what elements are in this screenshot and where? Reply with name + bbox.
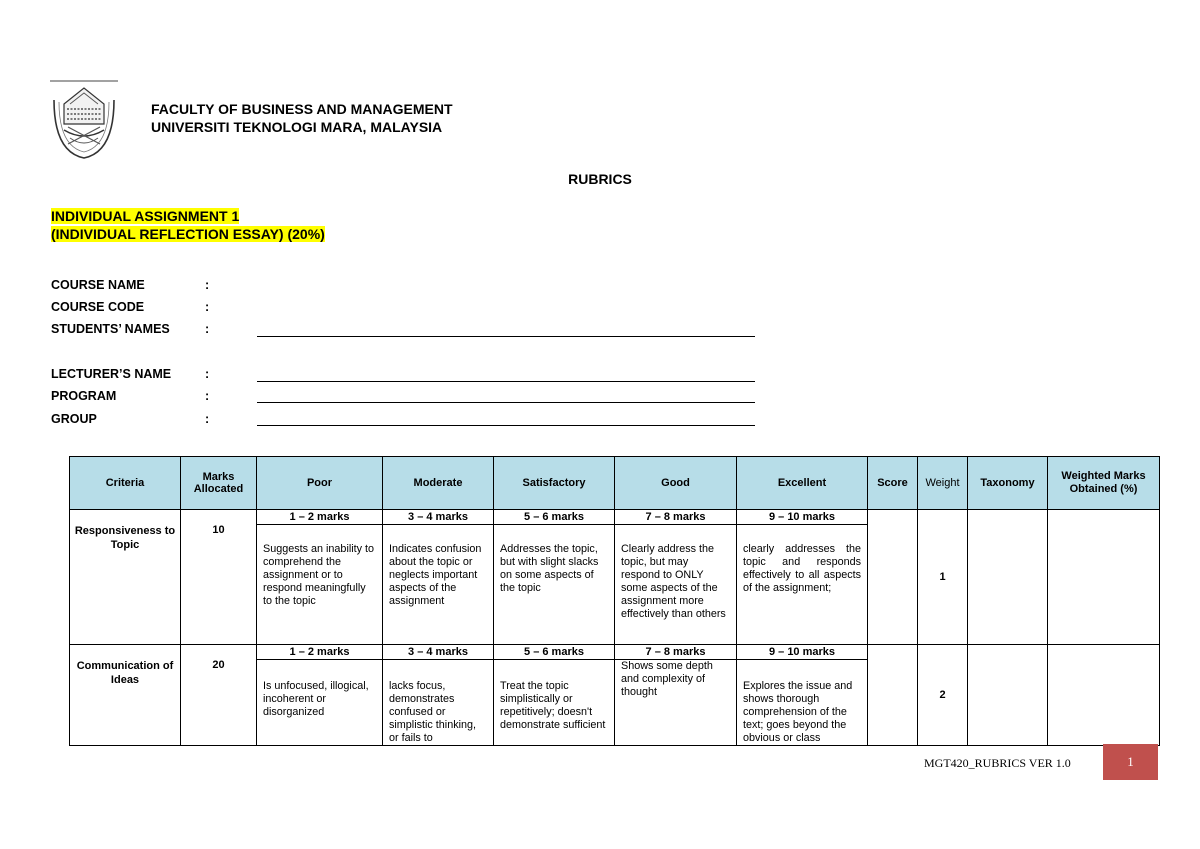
desc-moderate [383,525,494,645]
band-satisfactory: 5 – 6 marks [494,645,615,660]
students-names-label: STUDENTS’ NAMES [51,322,170,336]
desc-text: Explores the issue and shows thorough comprehension of the text; goes beyond the obvious or class [743,680,853,744]
desc-satisfactory [494,525,615,645]
score-header: Score [868,457,918,510]
satisfactory-header: Satisfactory [494,457,615,510]
assignment-title: INDIVIDUAL ASSIGNMENT 1 [51,208,240,224]
table-row [70,645,1160,660]
band-moderate: 3 – 4 marks [383,645,494,660]
desc-excellent [737,525,868,645]
weighted-marks-cell[interactable] [1048,645,1160,746]
university-name: UNIVERSITI TEKNOLOGI MARA, MALAYSIA [151,119,443,135]
document-code: MGT420_RUBRICS VER 1.0 [924,756,1071,770]
desc-text: Addresses the topic, but with slight slacks on some aspects of the topic [500,543,599,594]
university-crest-icon [50,80,118,160]
table-row [70,510,1160,525]
marks-allocated-header: Marks Allocated [181,457,257,510]
group-colon: : [205,412,210,426]
course-code-label: COURSE CODE [51,300,145,314]
weight-cell: 1 [918,510,968,645]
desc-good [615,525,737,645]
desc-text: Suggests an inability to comprehend the assignment or to respond meaningfully to the topic [263,543,375,607]
taxonomy-cell[interactable] [968,510,1048,645]
taxonomy-cell[interactable] [968,645,1048,746]
desc-poor [257,525,383,645]
criteria-cell: Responsiveness to Topic [70,510,181,645]
rubric-table [69,456,1160,746]
desc-text: Indicates confusion about the topic or neglects important aspects of the assignment [389,543,482,607]
desc-text: Shows some depth and complexity of thought [621,660,713,698]
lecturers-name-colon: : [205,367,210,381]
students-names-line[interactable] [257,336,755,337]
lecturers-name-line[interactable] [257,381,755,382]
criteria-cell: Communication of Ideas [70,645,181,746]
band-satisfactory: 5 – 6 marks [494,510,615,525]
criteria-header: Criteria [70,457,181,510]
good-header: Good [615,457,737,510]
program-label: PROGRAM [51,389,117,403]
program-line[interactable] [257,402,755,403]
assignment-heading [51,207,325,243]
band-poor: 1 – 2 marks [257,645,383,660]
faculty-name: FACULTY OF BUSINESS AND MANAGEMENT [151,101,453,117]
band-good: 7 – 8 marks [615,645,737,660]
assignment-subtitle: (INDIVIDUAL REFLECTION ESSAY) (20%) [51,226,325,242]
desc-text: Is unfocused, illogical, incoherent or disorganized [263,680,369,718]
score-cell[interactable] [868,645,918,746]
moderate-header: Moderate [383,457,494,510]
lecturers-name-label: LECTURER’S NAME [51,367,172,381]
weighted-marks-header: Weighted Marks Obtained (%) [1048,457,1160,510]
poor-header: Poor [257,457,383,510]
desc-text: clearly addresses the topic and responds effectively to all aspects of the assignment; [743,543,861,594]
marks-allocated-cell: 10 [181,510,257,645]
faculty-heading [151,100,453,136]
desc-text: lacks focus, demonstrates confused or simplistic thinking, or fails to [389,680,477,744]
desc-text: Clearly address the topic, but may respond to ONLY some aspects of the assignment more effectively than others [621,543,726,620]
band-moderate: 3 – 4 marks [383,510,494,525]
band-excellent: 9 – 10 marks [737,510,868,525]
course-name-label: COURSE NAME [51,278,145,292]
desc-excellent [737,660,868,746]
table-header-row [70,457,1160,510]
marks-allocated-cell: 20 [181,645,257,746]
desc-moderate [383,660,494,746]
weight-header: Weight [918,457,968,510]
band-good: 7 – 8 marks [615,510,737,525]
desc-satisfactory [494,660,615,746]
desc-poor [257,660,383,746]
score-cell[interactable] [868,510,918,645]
taxonomy-header: Taxonomy [968,457,1048,510]
page-number: 1 [1103,744,1158,780]
program-colon: : [205,389,210,403]
band-poor: 1 – 2 marks [257,510,383,525]
page-title: RUBRICS [568,171,632,187]
course-name-colon: : [205,278,210,292]
students-names-colon: : [205,322,210,336]
course-code-colon: : [205,300,210,314]
group-label: GROUP [51,412,97,426]
desc-good [615,660,737,746]
weight-cell: 2 [918,645,968,746]
weighted-marks-cell[interactable] [1048,510,1160,645]
band-excellent: 9 – 10 marks [737,645,868,660]
group-line[interactable] [257,425,755,426]
excellent-header: Excellent [737,457,868,510]
desc-text: Treat the topic simplistically or repetitively; doesn't demonstrate sufficient [500,680,606,731]
